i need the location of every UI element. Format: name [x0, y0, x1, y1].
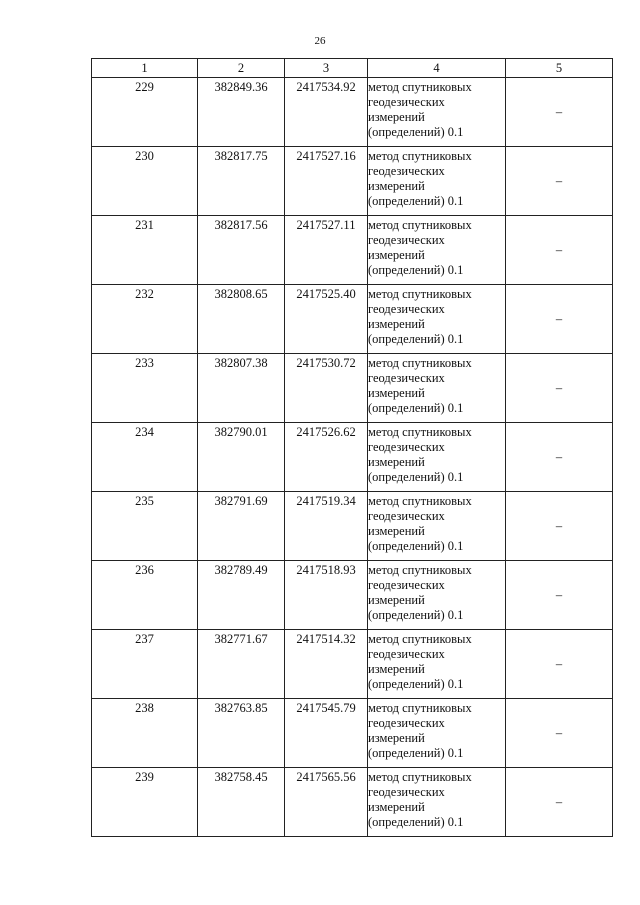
method-line: измерений — [368, 317, 425, 331]
y-coordinate-cell: 2417527.16 — [285, 147, 368, 216]
y-coordinate-cell: 2417525.40 — [285, 285, 368, 354]
method-line: (определений) 0.1 — [368, 677, 464, 691]
method-line: (определений) 0.1 — [368, 815, 464, 829]
y-coordinate-cell: 2417545.79 — [285, 699, 368, 768]
table-row — [92, 630, 613, 699]
table-row — [92, 354, 613, 423]
method-line: измерений — [368, 386, 425, 400]
method-cell — [368, 78, 506, 147]
method-cell — [368, 699, 506, 768]
note-cell: – — [506, 78, 613, 147]
method-line: геодезических — [368, 440, 445, 454]
method-line: геодезических — [368, 302, 445, 316]
method-line: измерений — [368, 110, 425, 124]
note-cell: – — [506, 492, 613, 561]
note-cell: – — [506, 285, 613, 354]
point-number-cell: 232 — [92, 285, 198, 354]
method-line: измерений — [368, 593, 425, 607]
table-body — [92, 78, 613, 837]
method-line: (определений) 0.1 — [368, 401, 464, 415]
method-cell — [368, 216, 506, 285]
method-line: (определений) 0.1 — [368, 125, 464, 139]
point-number-cell: 231 — [92, 216, 198, 285]
method-line: метод спутниковых — [368, 425, 472, 439]
note-cell: – — [506, 768, 613, 837]
point-number-cell: 235 — [92, 492, 198, 561]
column-header-3: 3 — [285, 59, 368, 78]
method-line: измерений — [368, 455, 425, 469]
method-line: метод спутниковых — [368, 632, 472, 646]
method-line: геодезических — [368, 371, 445, 385]
method-line: метод спутниковых — [368, 218, 472, 232]
x-coordinate-cell: 382817.56 — [198, 216, 285, 285]
table-row — [92, 423, 613, 492]
note-cell: – — [506, 147, 613, 216]
method-cell — [368, 630, 506, 699]
method-line: измерений — [368, 524, 425, 538]
method-line: метод спутниковых — [368, 770, 472, 784]
y-coordinate-cell: 2417527.11 — [285, 216, 368, 285]
point-number-cell: 230 — [92, 147, 198, 216]
method-line: метод спутниковых — [368, 287, 472, 301]
table-header-row — [92, 59, 613, 78]
column-header-2: 2 — [198, 59, 285, 78]
method-line: метод спутниковых — [368, 494, 472, 508]
method-cell — [368, 423, 506, 492]
x-coordinate-cell: 382771.67 — [198, 630, 285, 699]
method-line: метод спутниковых — [368, 80, 472, 94]
method-line: (определений) 0.1 — [368, 608, 464, 622]
note-cell: – — [506, 216, 613, 285]
method-line: геодезических — [368, 578, 445, 592]
method-line: (определений) 0.1 — [368, 263, 464, 277]
note-cell: – — [506, 561, 613, 630]
table-row — [92, 492, 613, 561]
method-line: измерений — [368, 179, 425, 193]
x-coordinate-cell: 382791.69 — [198, 492, 285, 561]
method-line: (определений) 0.1 — [368, 539, 464, 553]
y-coordinate-cell: 2417565.56 — [285, 768, 368, 837]
method-line: геодезических — [368, 233, 445, 247]
page-number: 26 — [314, 35, 326, 47]
method-cell — [368, 768, 506, 837]
method-cell — [368, 561, 506, 630]
method-line: измерений — [368, 731, 425, 745]
point-number-cell: 237 — [92, 630, 198, 699]
y-coordinate-cell: 2417534.92 — [285, 78, 368, 147]
x-coordinate-cell: 382817.75 — [198, 147, 285, 216]
note-cell: – — [506, 699, 613, 768]
x-coordinate-cell: 382807.38 — [198, 354, 285, 423]
x-coordinate-cell: 382789.49 — [198, 561, 285, 630]
method-line: измерений — [368, 248, 425, 262]
y-coordinate-cell: 2417514.32 — [285, 630, 368, 699]
note-cell: – — [506, 630, 613, 699]
point-number-cell: 239 — [92, 768, 198, 837]
note-cell: – — [506, 423, 613, 492]
method-line: измерений — [368, 662, 425, 676]
method-line: геодезических — [368, 509, 445, 523]
point-number-cell: 234 — [92, 423, 198, 492]
column-header-4: 4 — [368, 59, 506, 78]
column-header-5: 5 — [506, 59, 613, 78]
method-cell — [368, 354, 506, 423]
table-row — [92, 768, 613, 837]
method-cell — [368, 285, 506, 354]
method-line: (определений) 0.1 — [368, 746, 464, 760]
method-line: метод спутниковых — [368, 701, 472, 715]
point-number-cell: 238 — [92, 699, 198, 768]
method-line: (определений) 0.1 — [368, 194, 464, 208]
note-cell: – — [506, 354, 613, 423]
table-row — [92, 216, 613, 285]
y-coordinate-cell: 2417519.34 — [285, 492, 368, 561]
x-coordinate-cell: 382849.36 — [198, 78, 285, 147]
method-line: геодезических — [368, 785, 445, 799]
x-coordinate-cell: 382763.85 — [198, 699, 285, 768]
table-row — [92, 147, 613, 216]
coordinates-table — [91, 58, 613, 837]
table-row — [92, 285, 613, 354]
y-coordinate-cell: 2417518.93 — [285, 561, 368, 630]
method-line: геодезических — [368, 647, 445, 661]
x-coordinate-cell: 382790.01 — [198, 423, 285, 492]
method-line: метод спутниковых — [368, 356, 472, 370]
table-row — [92, 699, 613, 768]
method-line: метод спутниковых — [368, 563, 472, 577]
point-number-cell: 233 — [92, 354, 198, 423]
method-line: геодезических — [368, 95, 445, 109]
method-line: (определений) 0.1 — [368, 332, 464, 346]
table-row — [92, 78, 613, 147]
point-number-cell: 236 — [92, 561, 198, 630]
method-line: (определений) 0.1 — [368, 470, 464, 484]
table-row — [92, 561, 613, 630]
y-coordinate-cell: 2417530.72 — [285, 354, 368, 423]
y-coordinate-cell: 2417526.62 — [285, 423, 368, 492]
method-line: геодезических — [368, 716, 445, 730]
method-cell — [368, 147, 506, 216]
x-coordinate-cell: 382758.45 — [198, 768, 285, 837]
method-line: измерений — [368, 800, 425, 814]
method-line: геодезических — [368, 164, 445, 178]
method-line: метод спутниковых — [368, 149, 472, 163]
method-cell — [368, 492, 506, 561]
column-header-1: 1 — [92, 59, 198, 78]
point-number-cell: 229 — [92, 78, 198, 147]
x-coordinate-cell: 382808.65 — [198, 285, 285, 354]
